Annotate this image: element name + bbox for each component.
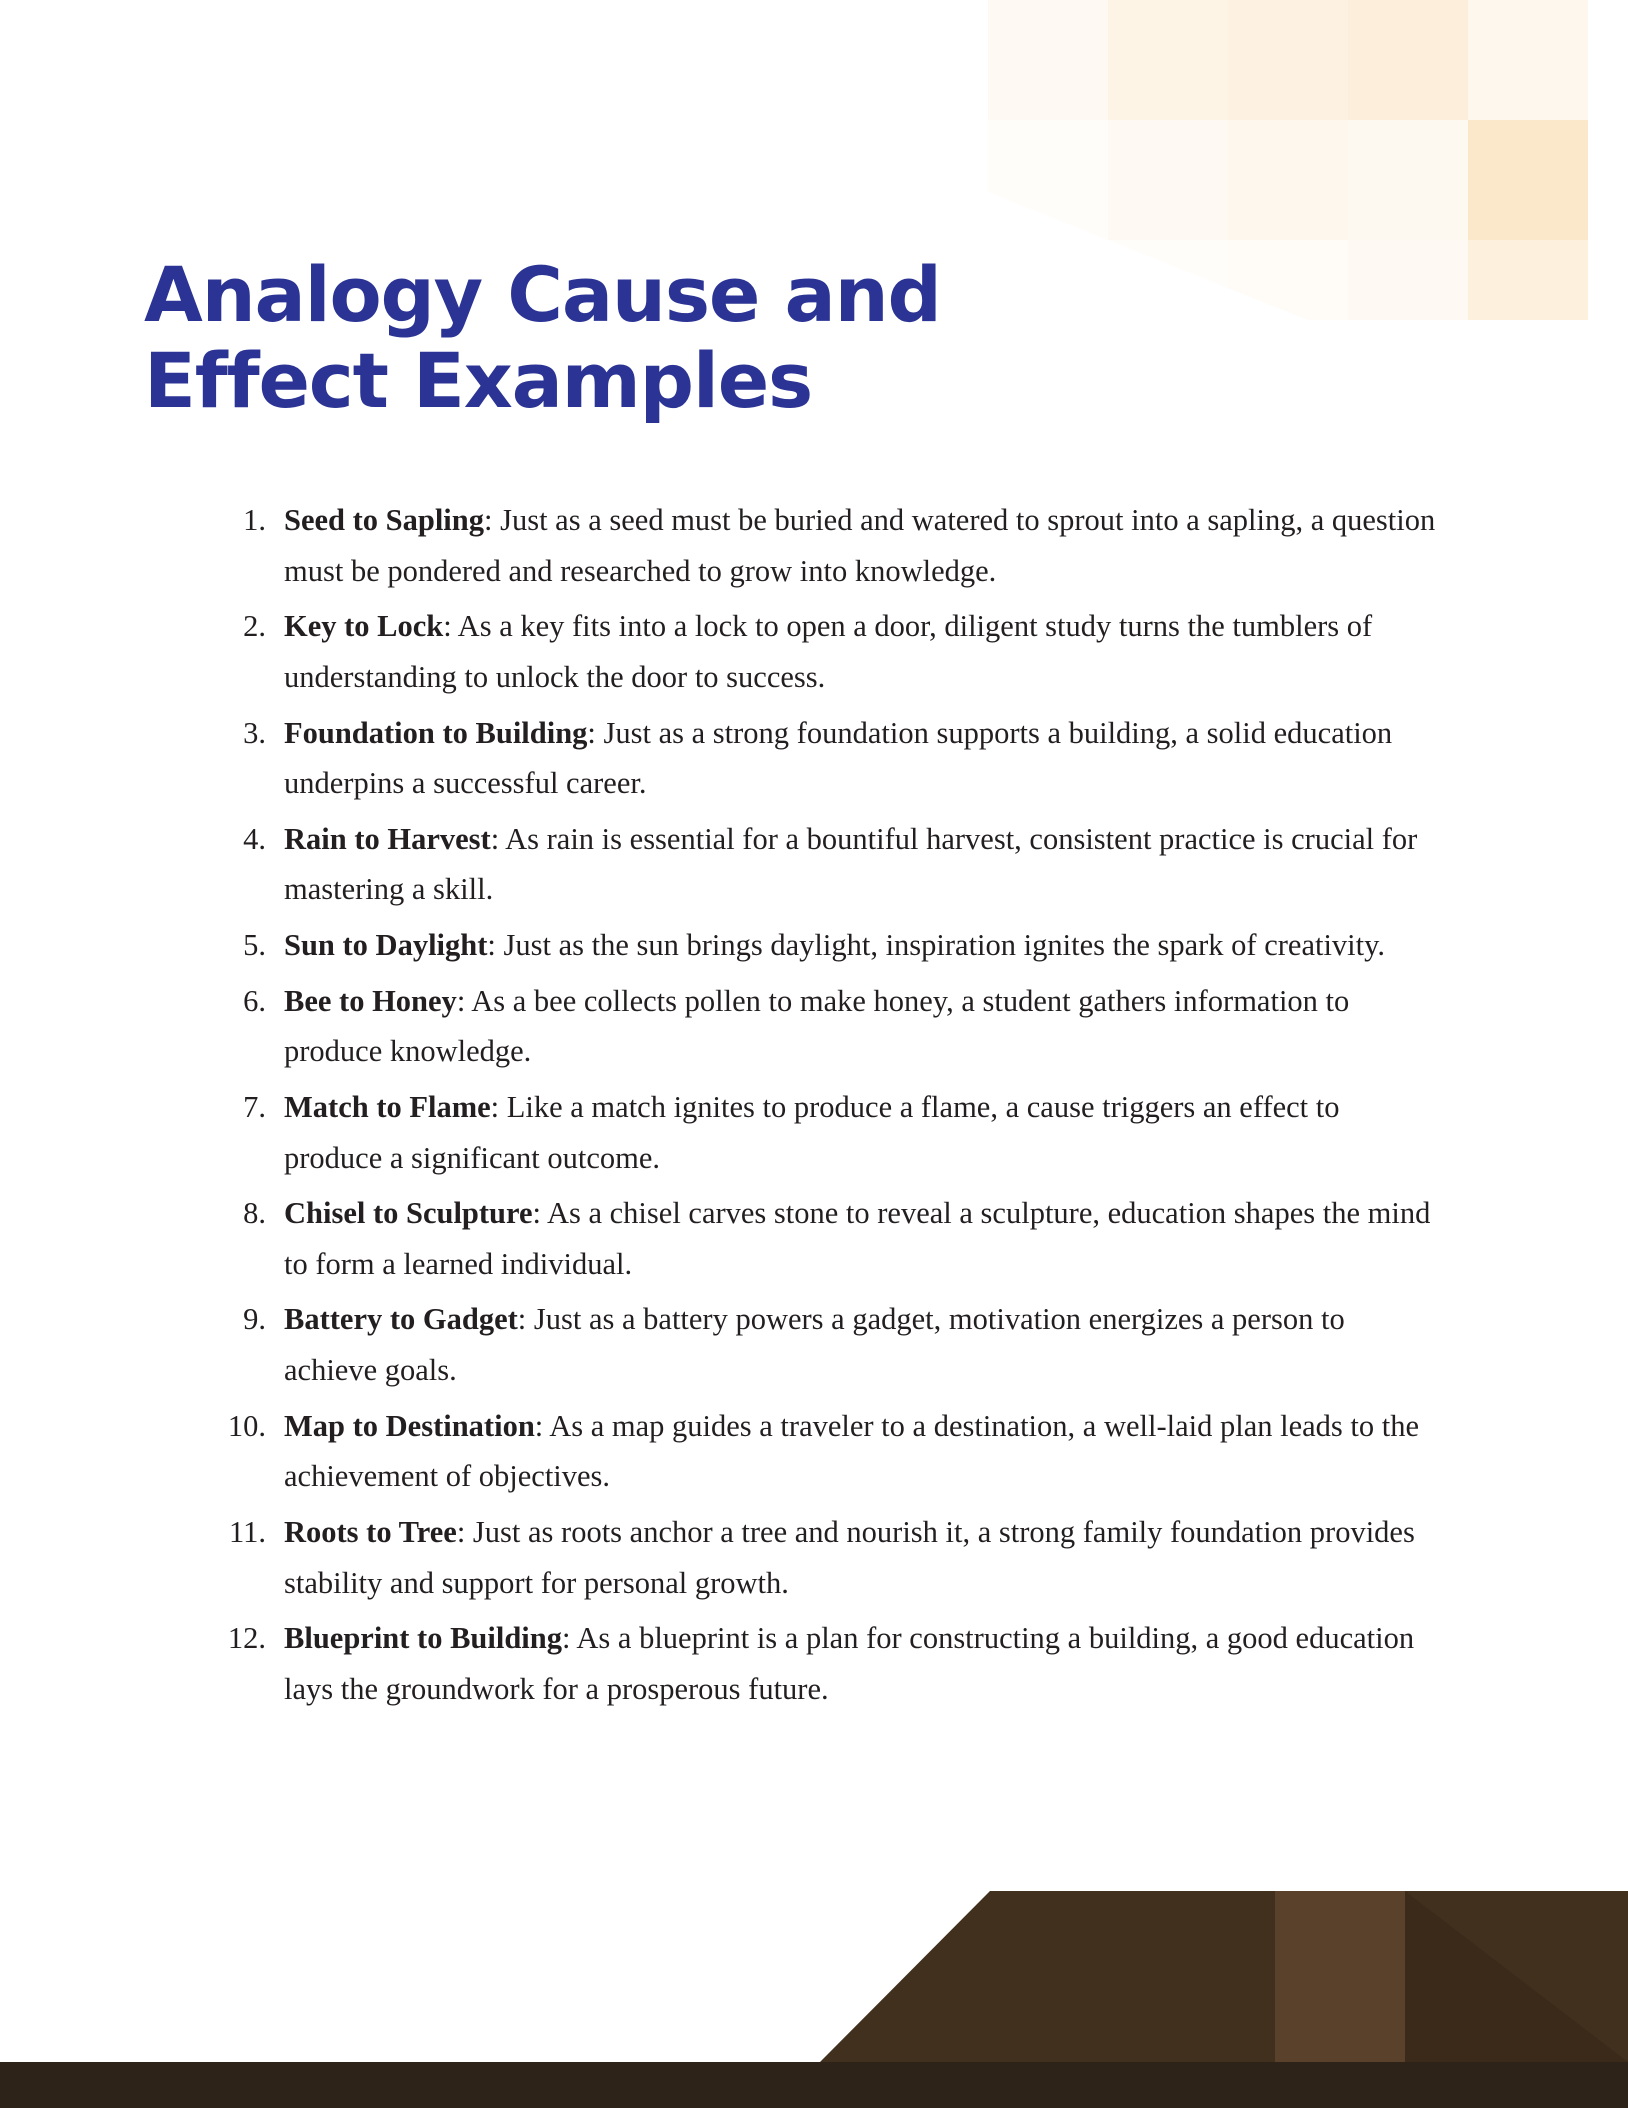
list-item-description: : Just as roots anchor a tree and nourish it, a strong family foundation provides stability and support for personal growth. bbox=[284, 1514, 1415, 1600]
list-item-number: 6. bbox=[243, 983, 266, 1018]
list-item-number: 5. bbox=[243, 928, 266, 962]
list-item-description: : Just as a battery powers a gadget, motivation energizes a person to achieve goals. bbox=[284, 1302, 1345, 1387]
list-item bbox=[214, 1188, 1444, 1289]
list-item bbox=[214, 1507, 1444, 1608]
list-item bbox=[214, 601, 1444, 702]
list-item bbox=[214, 1294, 1444, 1395]
list-item-term: Sun to Daylight bbox=[284, 928, 488, 962]
list-item-description: : As a map guides a traveler to a destination, a well-laid plan leads to the achievement of objectives. bbox=[284, 1408, 1420, 1494]
list-item-term: Foundation to Building bbox=[284, 715, 588, 750]
page-title bbox=[144, 252, 1124, 424]
list-item-description: : As a blueprint is a plan for constructing a building, a good education lays the groundwork for a prosperous future. bbox=[284, 1621, 1415, 1706]
list-item bbox=[214, 1401, 1444, 1502]
list-item-term: Key to Lock bbox=[284, 609, 444, 644]
list-item-number: 9. bbox=[243, 1302, 266, 1337]
list-item bbox=[214, 1613, 1444, 1714]
list-item-term: Roots to Tree bbox=[284, 1514, 457, 1549]
list-item-description: : Just as the sun brings daylight, inspiration ignites the spark of creativity. bbox=[487, 928, 1386, 962]
list-item-description: : Just as a strong foundation supports a building, a solid education underpins a successful career. bbox=[284, 715, 1393, 801]
bottom-bar-decoration bbox=[0, 2062, 1628, 2108]
list-item-term: Battery to Gadget bbox=[284, 1302, 518, 1337]
list-item-description: : As a bee collects pollen to make honey, a student gathers information to produce knowledge. bbox=[284, 983, 1350, 1069]
page-title-line-2: Effect Examples bbox=[144, 335, 813, 425]
list-item-number: 11. bbox=[229, 1514, 266, 1549]
list-item bbox=[214, 708, 1444, 809]
list-item-description: : Just as a seed must be buried and watered to sprout into a sapling, a question must be pondered and researched to grow into knowledge. bbox=[284, 503, 1436, 588]
list-item-term: Match to Flame bbox=[284, 1089, 491, 1124]
page-title-line-1: Analogy Cause and bbox=[144, 250, 941, 339]
list-item-term: Chisel to Sculpture bbox=[284, 1196, 533, 1231]
list-item-number: 4. bbox=[243, 821, 266, 856]
list-item-number: 12. bbox=[227, 1621, 266, 1656]
list-item-term: Bee to Honey bbox=[284, 983, 457, 1018]
list-item-term: Blueprint to Building bbox=[284, 1621, 562, 1656]
list-item-number: 1. bbox=[243, 503, 266, 537]
list-item-description: : As a chisel carves stone to reveal a sculpture, education shapes the mind to form a learned individual. bbox=[284, 1196, 1431, 1281]
list-item bbox=[214, 1082, 1444, 1183]
list-item-term: Map to Destination bbox=[284, 1408, 535, 1443]
list-item-description: : As a key fits into a lock to open a door, diligent study turns the tumblers of understanding to unlock the door to success. bbox=[284, 609, 1373, 694]
list-item-number: 10. bbox=[227, 1408, 266, 1443]
list-item bbox=[214, 920, 1444, 971]
list-item-description: : As rain is essential for a bountiful harvest, consistent practice is crucial for mastering a skill. bbox=[284, 821, 1418, 907]
list-item bbox=[214, 495, 1444, 596]
list-item-number: 3. bbox=[243, 715, 266, 750]
list-item bbox=[214, 814, 1444, 915]
analogy-examples-list bbox=[214, 495, 1444, 1719]
list-item-term: Rain to Harvest bbox=[284, 821, 491, 856]
list-item-term: Seed to Sapling bbox=[284, 503, 484, 537]
list-item-number: 2. bbox=[243, 609, 266, 644]
list-item bbox=[214, 976, 1444, 1077]
list-item-description: : Like a match ignites to produce a flame, a cause triggers an effect to produce a significant outcome. bbox=[284, 1089, 1340, 1175]
list-item-number: 7. bbox=[243, 1089, 266, 1124]
list-item-number: 8. bbox=[243, 1196, 266, 1231]
